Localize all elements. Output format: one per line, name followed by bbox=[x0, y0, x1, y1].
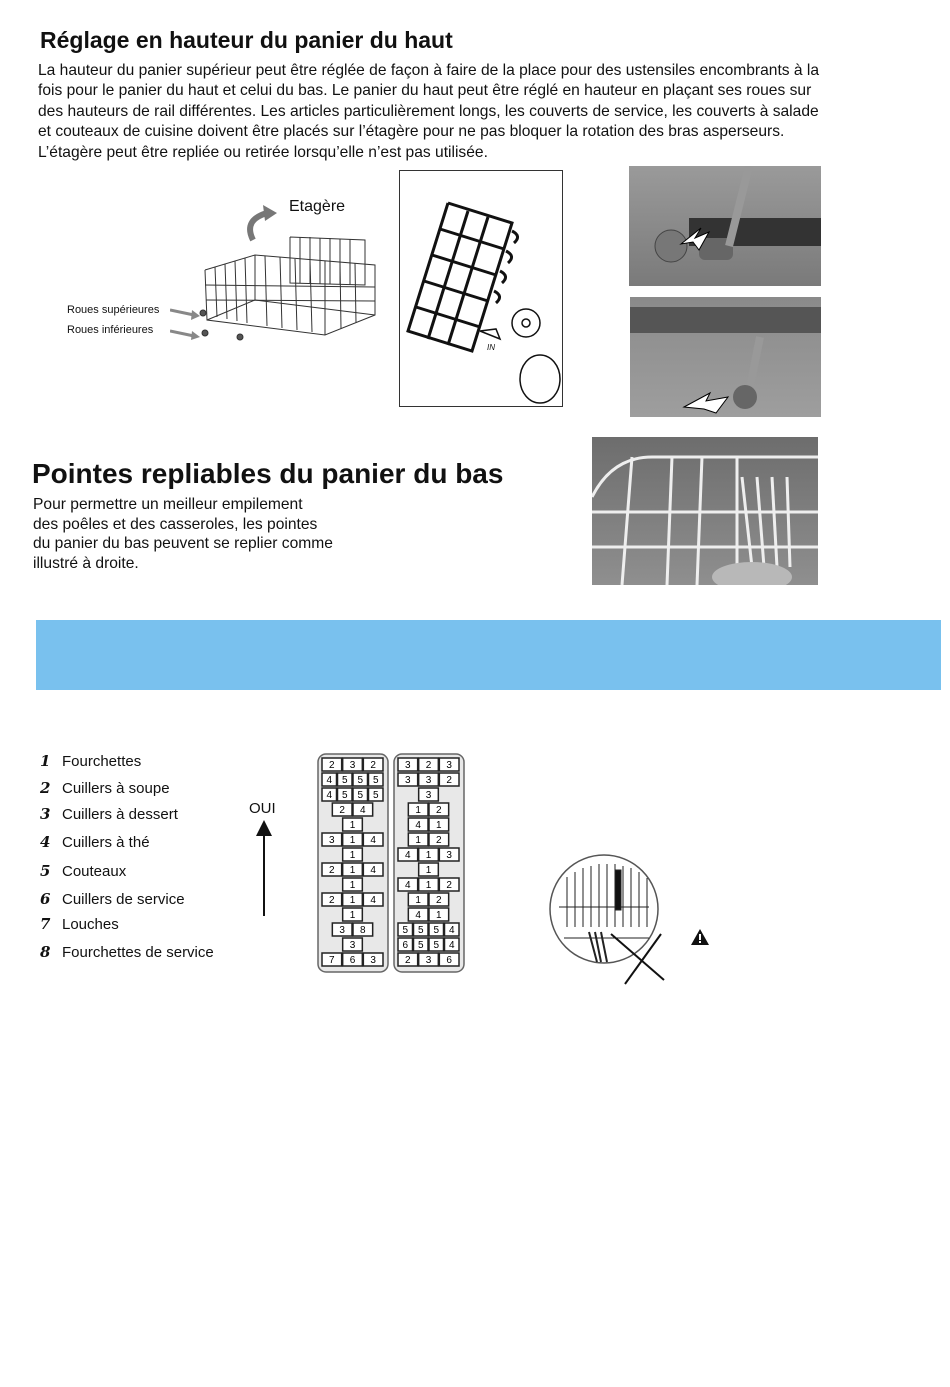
basket-cell-number: 1 bbox=[415, 835, 421, 846]
basket-cell-number: 3 bbox=[446, 760, 452, 771]
basket-cell-number: 3 bbox=[405, 775, 411, 786]
basket-cell-number: 4 bbox=[448, 925, 455, 936]
paragraph-line: fois pour le panier du haut et celui du bas. Le panier du haut peut être réglé en hauteur en plaçant ses roues sur bbox=[38, 82, 812, 100]
legend-item bbox=[40, 833, 150, 851]
legend-number: 2 bbox=[40, 779, 51, 797]
legend-number: 3 bbox=[40, 805, 51, 823]
legend-label: Cuillers à thé bbox=[62, 833, 150, 851]
paragraph-line: La hauteur du panier supérieur peut être réglée de façon à faire de la place pour des ustensiles encombrants à la bbox=[38, 62, 820, 79]
basket-cell-number: 4 bbox=[370, 835, 376, 846]
basket-cell-number: 4 bbox=[405, 880, 411, 891]
paragraph-line: et couteaux de cuisine doivent être placés sur l’étagère pour ne pas bloquer la rotation des bras asperseurs. bbox=[38, 123, 785, 141]
basket-cell-number: 5 bbox=[417, 925, 424, 936]
basket-cell-number: 5 bbox=[372, 775, 379, 786]
basket-cell-number: 1 bbox=[349, 880, 356, 891]
legend-item bbox=[40, 805, 178, 823]
basket-cell-number: 6 bbox=[349, 955, 356, 966]
basket-cell-number: 4 bbox=[370, 895, 376, 906]
wheel-pointer-arrows bbox=[170, 305, 200, 340]
upper-basket-paragraph bbox=[38, 61, 918, 163]
lower-basket-paragraph bbox=[33, 495, 393, 573]
basket-cell-number: 5 bbox=[341, 775, 348, 786]
basket-cell-number: 5 bbox=[402, 925, 409, 936]
shelf-label: Etagère bbox=[289, 198, 346, 215]
paragraph-line: des hauteurs de rail différentes. Les articles particulièrement longs, les couverts de service, les couverts à salade bbox=[38, 102, 819, 120]
legend-number: 4 bbox=[40, 833, 51, 851]
basket-cell-number: 5 bbox=[372, 790, 379, 801]
tines-warning-illustration bbox=[549, 852, 669, 987]
basket-cell-number: 1 bbox=[349, 910, 356, 921]
legend-label: Cuillers de service bbox=[62, 890, 185, 908]
paragraph-line: illustré à droite. bbox=[33, 554, 139, 572]
cutlery-basket-diagram bbox=[316, 752, 466, 974]
legend-item bbox=[40, 779, 170, 797]
basket-cell-number: 6 bbox=[402, 940, 409, 951]
tines-warning-drawing bbox=[549, 852, 669, 987]
basket-cell-number: 5 bbox=[341, 790, 348, 801]
wheel-photo-bottom bbox=[630, 297, 821, 417]
basket-cell-number: 3 bbox=[329, 835, 335, 846]
basket-cell-number: 3 bbox=[425, 775, 432, 786]
basket-cell-number: 2 bbox=[329, 865, 335, 876]
basket-cell-number: 1 bbox=[425, 850, 432, 861]
shelf-insertion-illustration bbox=[399, 170, 563, 407]
basket-cell-number: 4 bbox=[405, 850, 411, 861]
basket-cell-number: 2 bbox=[339, 805, 345, 816]
folding-tines-drawing bbox=[592, 437, 818, 585]
basket-cell-number: 4 bbox=[370, 865, 376, 876]
in-label: IN bbox=[487, 343, 495, 352]
basket-cell-number: 3 bbox=[425, 790, 432, 801]
folding-tines-photo bbox=[592, 437, 818, 585]
basket-cell-number: 3 bbox=[339, 925, 345, 936]
basket-cell-number: 3 bbox=[446, 850, 452, 861]
basket-cell-number: 2 bbox=[436, 805, 442, 816]
legend-item bbox=[40, 752, 141, 770]
legend-item bbox=[40, 943, 214, 961]
legend-number: 6 bbox=[40, 890, 51, 908]
cutlery-basket-drawing bbox=[316, 752, 466, 974]
upper-wheels-label: Roues supérieures bbox=[67, 304, 160, 316]
basket-cell-number: 1 bbox=[415, 805, 421, 816]
basket-cell-number: 1 bbox=[349, 820, 356, 831]
basket-cell-number: 1 bbox=[349, 850, 356, 861]
basket-cell-number: 5 bbox=[433, 925, 440, 936]
basket-cell-number: 3 bbox=[349, 760, 356, 771]
basket-cell-number: 3 bbox=[425, 955, 432, 966]
basket-cell-number: 4 bbox=[415, 910, 421, 921]
warning-icon bbox=[690, 928, 710, 946]
legend-label: Louches bbox=[62, 915, 119, 933]
paragraph-line: du panier du bas peuvent se replier comme bbox=[33, 535, 333, 552]
basket-cell-number: 6 bbox=[446, 955, 452, 966]
legend-label: Cuillers à soupe bbox=[62, 779, 170, 797]
basket-cell-number: 7 bbox=[329, 955, 335, 966]
section-title-upper-basket: Réglage en hauteur du panier du haut bbox=[40, 27, 453, 53]
basket-cell-number: 2 bbox=[329, 895, 335, 906]
section-banner bbox=[36, 620, 941, 690]
wheel-photo-bottom-drawing bbox=[630, 297, 821, 417]
paragraph-line: des poêles et des casseroles, les pointes bbox=[33, 515, 318, 533]
section-title-lower-basket: Pointes repliables du panier du bas bbox=[32, 458, 504, 489]
lower-wheels-label: Roues inférieures bbox=[67, 324, 154, 336]
basket-cell-number: 1 bbox=[436, 910, 442, 921]
legend-label: Cuillers à dessert bbox=[62, 805, 178, 823]
legend-label: Fourchettes de service bbox=[62, 943, 214, 961]
upper-basket-drawing bbox=[195, 195, 395, 365]
basket-cell-number: 5 bbox=[417, 940, 424, 951]
up-arrow-icon bbox=[254, 820, 274, 916]
legend-label: Fourchettes bbox=[62, 752, 142, 770]
basket-cell-number: 5 bbox=[433, 940, 440, 951]
oui-label: OUI bbox=[249, 800, 276, 817]
basket-cell-number: 1 bbox=[349, 835, 356, 846]
legend-number: 7 bbox=[40, 915, 51, 933]
basket-cell-number: 2 bbox=[446, 880, 452, 891]
basket-cell-number: 5 bbox=[357, 775, 364, 786]
legend-number: 8 bbox=[40, 943, 51, 961]
basket-cell-number: 4 bbox=[415, 820, 421, 831]
basket-cell-number: 5 bbox=[357, 790, 364, 801]
basket-cell-number: 3 bbox=[349, 940, 356, 951]
legend-item bbox=[40, 915, 119, 933]
basket-cell-number: 3 bbox=[405, 760, 411, 771]
basket-cell-number: 1 bbox=[349, 865, 356, 876]
basket-cell-number: 1 bbox=[415, 895, 421, 906]
paragraph-line: L’étagère peut être repliée ou retirée lorsqu’elle n’est pas utilisée. bbox=[38, 143, 488, 161]
legend-number: 5 bbox=[40, 862, 51, 880]
basket-cell-number: 2 bbox=[436, 895, 442, 906]
legend-item bbox=[40, 890, 185, 908]
paragraph-line: Pour permettre un meilleur empilement bbox=[33, 496, 303, 513]
legend-label: Couteaux bbox=[62, 862, 127, 880]
basket-cell-number: 2 bbox=[370, 760, 376, 771]
basket-cell-number: 2 bbox=[329, 760, 335, 771]
basket-cell-number: 2 bbox=[425, 760, 432, 771]
wheel-photo-top-drawing bbox=[629, 166, 821, 286]
legend-number: 1 bbox=[40, 752, 51, 770]
wheel-photo-top bbox=[629, 166, 821, 286]
upper-basket-illustration bbox=[195, 195, 395, 365]
basket-cell-number: 1 bbox=[436, 820, 442, 831]
basket-cell-number: 2 bbox=[405, 955, 411, 966]
basket-cell-number: 2 bbox=[436, 835, 442, 846]
basket-cell-number: 4 bbox=[448, 940, 455, 951]
basket-cell-number: 2 bbox=[446, 775, 452, 786]
basket-cell-number: 4 bbox=[360, 805, 366, 816]
basket-cell-number: 4 bbox=[326, 775, 333, 786]
shelf-insertion-drawing bbox=[400, 171, 562, 406]
basket-cell-number: 1 bbox=[349, 895, 356, 906]
legend-item bbox=[40, 862, 126, 880]
basket-cell-number: 8 bbox=[360, 925, 366, 936]
basket-cell-number: 4 bbox=[326, 790, 333, 801]
basket-cell-number: 1 bbox=[425, 880, 432, 891]
basket-cell-number: 3 bbox=[370, 955, 376, 966]
basket-cell-number: 1 bbox=[425, 865, 432, 876]
